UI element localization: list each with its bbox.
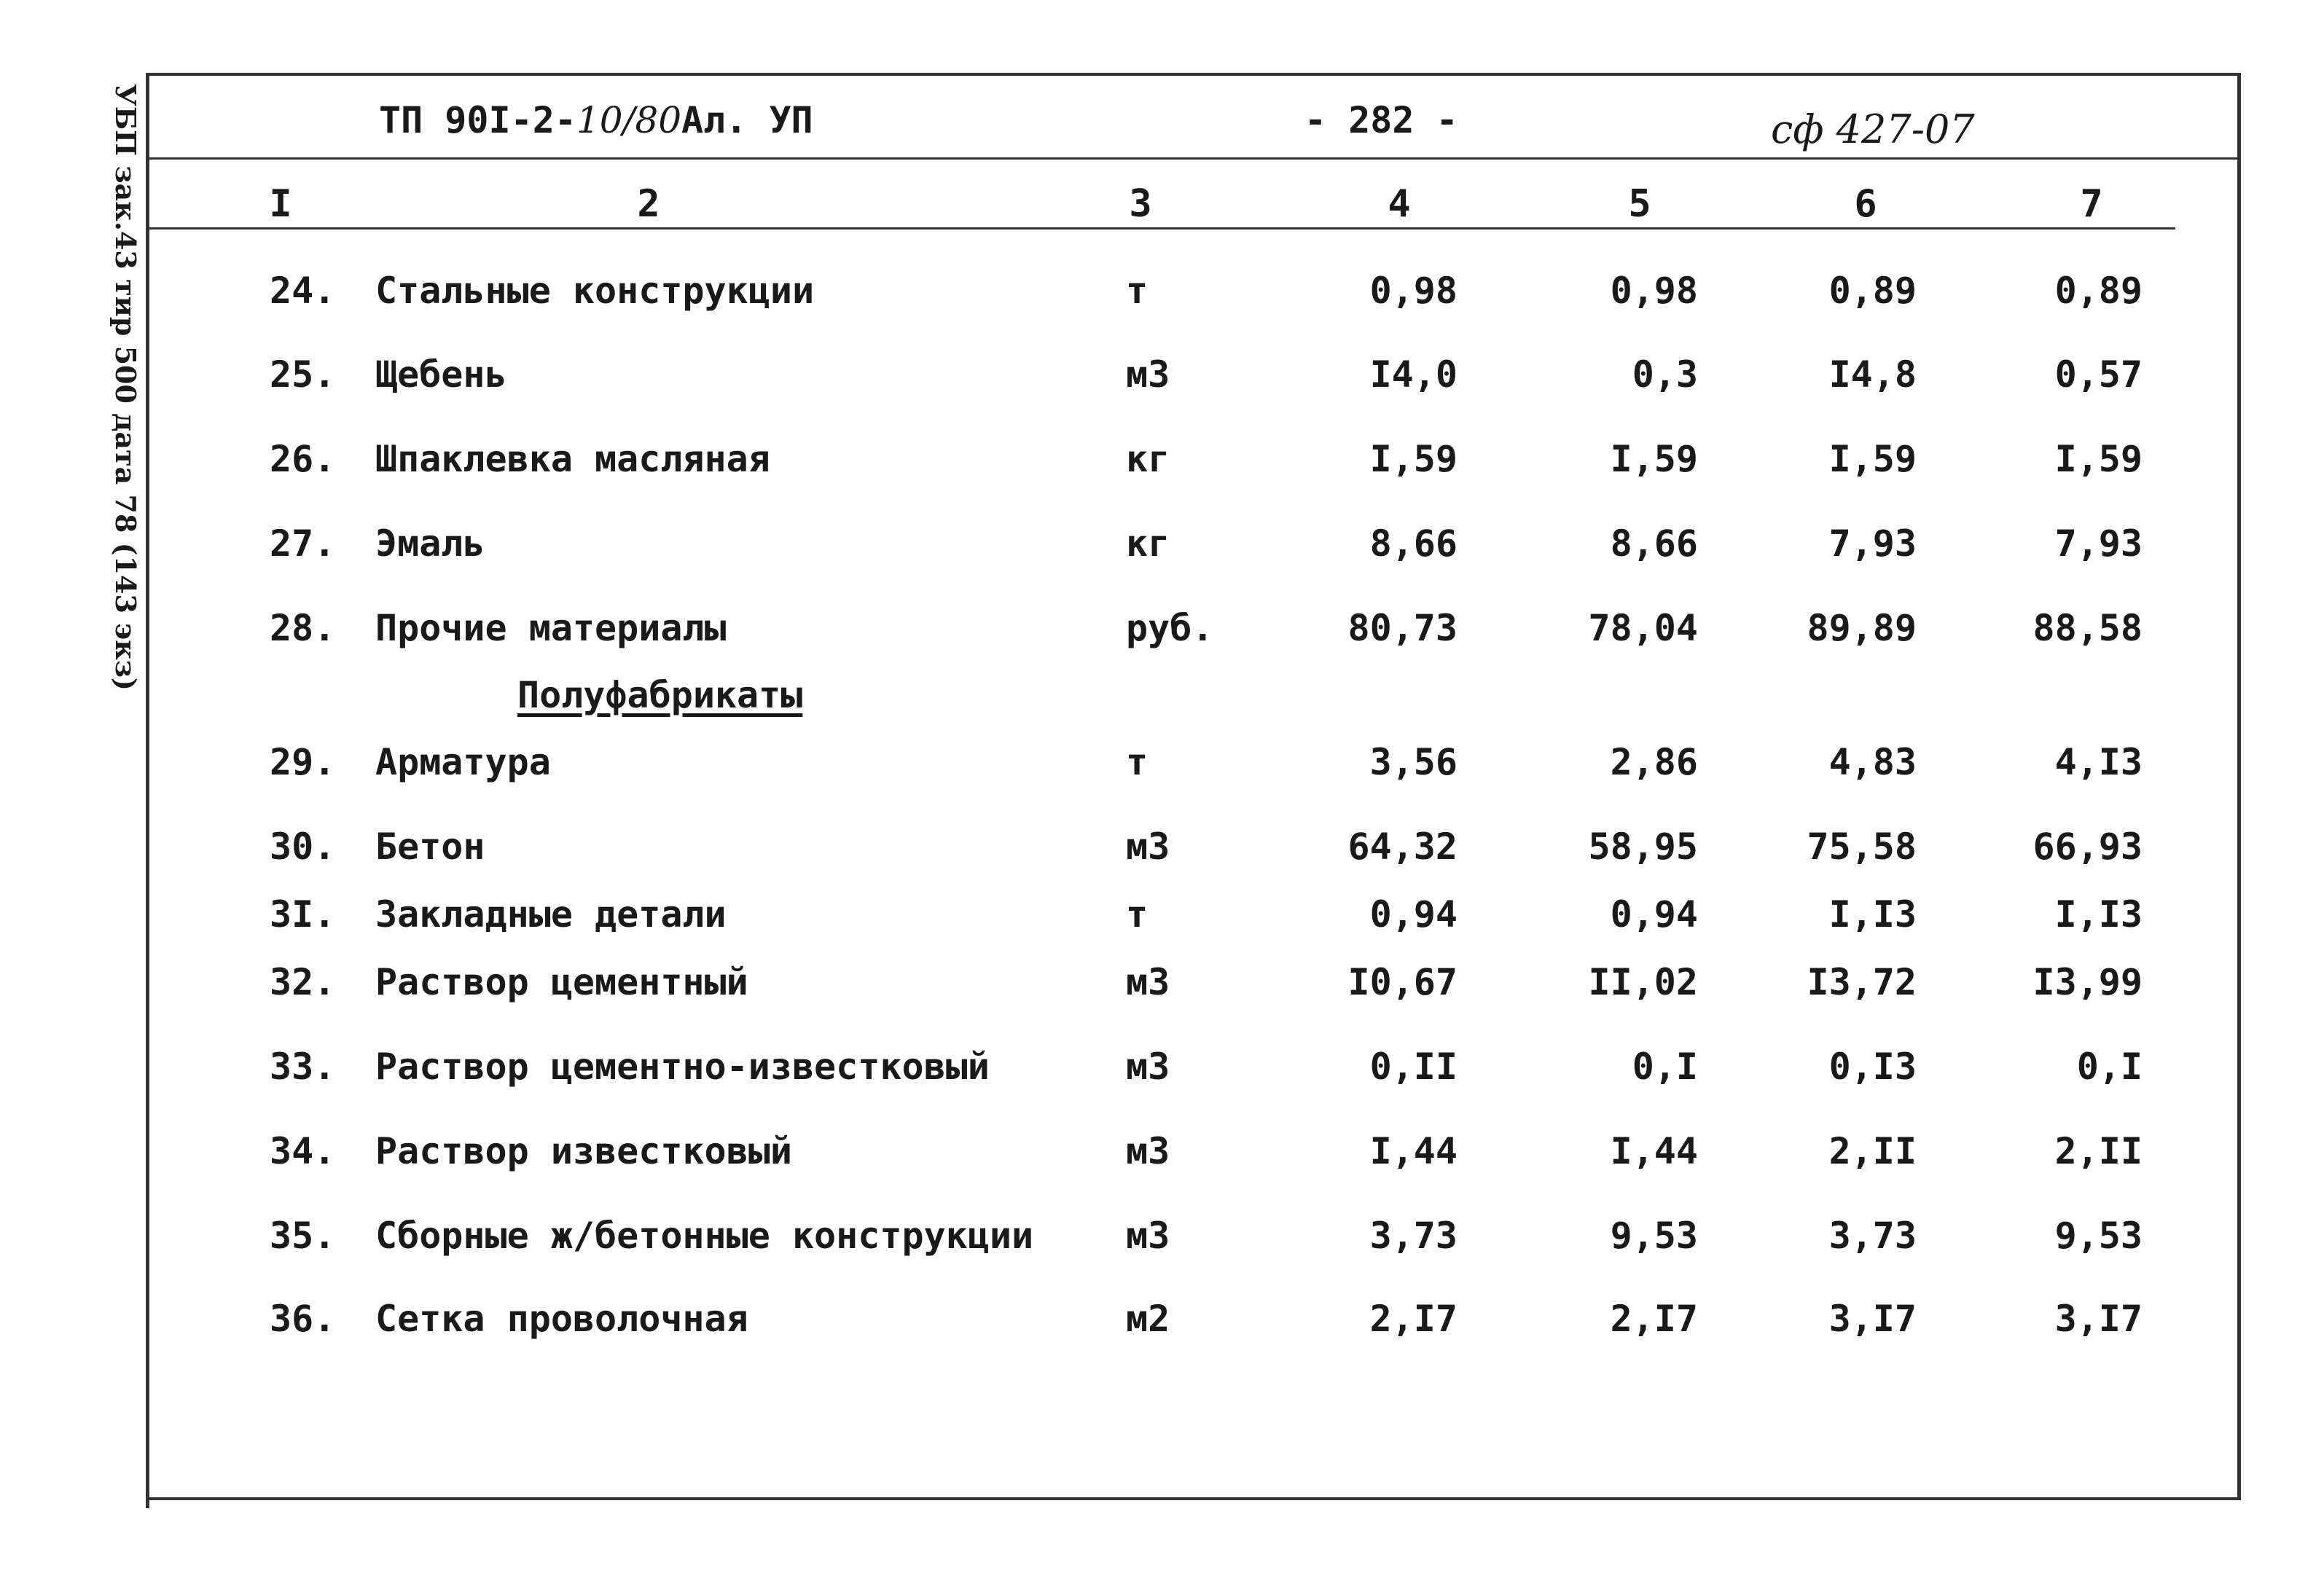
row-value-6: I,59	[1828, 438, 1917, 480]
row-value-5: 2,86	[1610, 741, 1698, 783]
table-row	[0, 1046, 2324, 1089]
row-value-4: 0,98	[1369, 270, 1458, 312]
row-name: Прочие материалы	[375, 607, 727, 649]
table-row	[0, 1215, 2324, 1258]
frame-bottom-border	[146, 1497, 2241, 1500]
table-row	[0, 353, 2324, 397]
page-number: - 282 -	[1304, 99, 1458, 141]
column-number-1: I	[269, 182, 292, 226]
row-value-5: 9,53	[1610, 1215, 1698, 1257]
column-number-6: 6	[1854, 182, 1877, 226]
table-row	[0, 1130, 2324, 1174]
table-row	[0, 961, 2324, 1005]
row-value-6: 0,89	[1828, 270, 1917, 312]
row-value-7: I,59	[2054, 438, 2143, 480]
row-name: Стальные конструкции	[375, 270, 815, 312]
table-row	[0, 893, 2324, 937]
doc-prefix: ТП 90I-2-	[379, 99, 576, 141]
row-number: 24.	[270, 270, 336, 312]
row-unit: м3	[1126, 961, 1170, 1003]
row-value-4: I0,67	[1347, 961, 1458, 1003]
row-unit: т	[1126, 270, 1149, 312]
table-row	[0, 270, 2324, 313]
row-value-4: 0,94	[1369, 893, 1458, 936]
row-value-4: 0,II	[1369, 1046, 1458, 1088]
row-unit: кг	[1126, 438, 1170, 480]
row-value-4: 2,I7	[1369, 1298, 1458, 1340]
row-number: 34.	[270, 1130, 336, 1172]
row-value-5: II,02	[1588, 961, 1698, 1003]
column-number-2: 2	[637, 182, 660, 226]
row-value-7: 66,93	[2032, 826, 2143, 868]
row-unit: т	[1126, 741, 1149, 783]
row-value-7: 0,57	[2054, 353, 2143, 396]
doc-suffix: Ал. УП	[681, 99, 813, 141]
row-value-7: I3,99	[2032, 961, 2143, 1003]
row-value-6: 4,83	[1828, 741, 1917, 783]
row-value-5: 0,94	[1610, 893, 1698, 936]
section-heading: Полуфабрикаты	[517, 674, 803, 716]
row-value-5: 78,04	[1588, 607, 1698, 649]
row-value-4: 64,32	[1347, 826, 1458, 868]
row-value-6: 3,73	[1828, 1215, 1917, 1257]
row-value-7: 7,93	[2054, 522, 2143, 565]
row-value-6: 0,I3	[1828, 1046, 1917, 1088]
row-name: Раствор известковый	[375, 1130, 792, 1172]
row-value-4: 3,56	[1369, 741, 1458, 783]
row-name: Шпаклевка масляная	[375, 438, 770, 480]
column-number-5: 5	[1628, 182, 1651, 226]
header-rule	[149, 157, 2237, 160]
row-value-4: I,59	[1369, 438, 1458, 480]
row-name: Щебень	[375, 353, 507, 396]
row-name: Сетка проволочная	[375, 1298, 748, 1340]
row-number: 3I.	[270, 893, 336, 936]
row-value-6: I4,8	[1828, 353, 1917, 396]
row-name: Сборные ж/бетонные конструкции	[375, 1215, 1034, 1257]
row-number: 35.	[270, 1215, 336, 1257]
frame-top-border	[146, 73, 2241, 76]
table-row	[0, 438, 2324, 482]
row-value-7: 0,89	[2054, 270, 2143, 312]
row-value-6: I,I3	[1828, 893, 1917, 936]
row-value-5: I,59	[1610, 438, 1698, 480]
row-name: Арматура	[375, 741, 551, 783]
row-value-7: 2,II	[2054, 1130, 2143, 1172]
doc-handwritten-number: 10/80	[576, 99, 682, 141]
row-value-5: 0,I	[1632, 1046, 1698, 1088]
row-value-5: 58,95	[1588, 826, 1698, 868]
row-value-7: 4,I3	[2054, 741, 2143, 783]
row-value-5: I,44	[1610, 1130, 1698, 1172]
row-value-5: 0,3	[1632, 353, 1698, 396]
row-value-7: 0,I	[2076, 1046, 2143, 1088]
row-number: 25.	[270, 353, 336, 396]
row-name: Раствор цементно-известковый	[375, 1046, 990, 1088]
row-value-6: 75,58	[1807, 826, 1917, 868]
row-value-4: I4,0	[1369, 353, 1458, 396]
row-name: Бетон	[375, 826, 485, 868]
row-number: 28.	[270, 607, 336, 649]
column-number-7: 7	[2080, 182, 2103, 226]
row-number: 27.	[270, 522, 336, 565]
row-unit: кг	[1126, 522, 1170, 565]
row-number: 26.	[270, 438, 336, 480]
row-value-6: 2,II	[1828, 1130, 1917, 1172]
document-designation	[379, 99, 813, 141]
row-number: 33.	[270, 1046, 336, 1088]
row-unit: м2	[1126, 1298, 1170, 1340]
row-value-6: 3,I7	[1828, 1298, 1917, 1340]
row-value-7: I,I3	[2054, 893, 2143, 936]
column-number-3: 3	[1129, 182, 1152, 226]
row-value-6: I3,72	[1807, 961, 1917, 1003]
row-name: Эмаль	[375, 522, 485, 565]
row-value-4: 3,73	[1369, 1215, 1458, 1257]
row-unit: м3	[1126, 1046, 1170, 1088]
row-unit: м3	[1126, 353, 1170, 396]
row-number: 29.	[270, 741, 336, 783]
column-number-4: 4	[1388, 182, 1411, 226]
table-row	[0, 826, 2324, 869]
row-value-7: 3,I7	[2054, 1298, 2143, 1340]
row-value-4: 80,73	[1347, 607, 1458, 649]
row-name: Раствор цементный	[375, 961, 748, 1003]
row-value-6: 89,89	[1807, 607, 1917, 649]
margin-print-note: УБП зак.43 тир 500 дата 78 (143 экз)	[109, 84, 142, 691]
table-row	[0, 741, 2324, 785]
row-unit: м3	[1126, 1215, 1170, 1257]
row-value-5: 8,66	[1610, 522, 1698, 565]
row-unit: т	[1126, 893, 1149, 936]
row-value-4: 8,66	[1369, 522, 1458, 565]
row-value-7: 9,53	[2054, 1215, 2143, 1257]
row-value-4: I,44	[1369, 1130, 1458, 1172]
row-unit: м3	[1126, 826, 1170, 868]
row-value-6: 7,93	[1828, 522, 1917, 565]
row-unit: м3	[1126, 1130, 1170, 1172]
row-unit: руб.	[1126, 607, 1214, 649]
row-value-5: 0,98	[1610, 270, 1698, 312]
table-row	[0, 607, 2324, 651]
row-number: 32.	[270, 961, 336, 1003]
table-row	[0, 1298, 2324, 1341]
row-number: 30.	[270, 826, 336, 868]
row-number: 36.	[270, 1298, 336, 1340]
table-row	[0, 522, 2324, 566]
row-name: Закладные детали	[375, 893, 727, 936]
document-code: сф 427-07	[1771, 106, 1975, 152]
row-value-7: 88,58	[2032, 607, 2143, 649]
column-number-rule	[149, 227, 2175, 230]
row-value-5: 2,I7	[1610, 1298, 1698, 1340]
